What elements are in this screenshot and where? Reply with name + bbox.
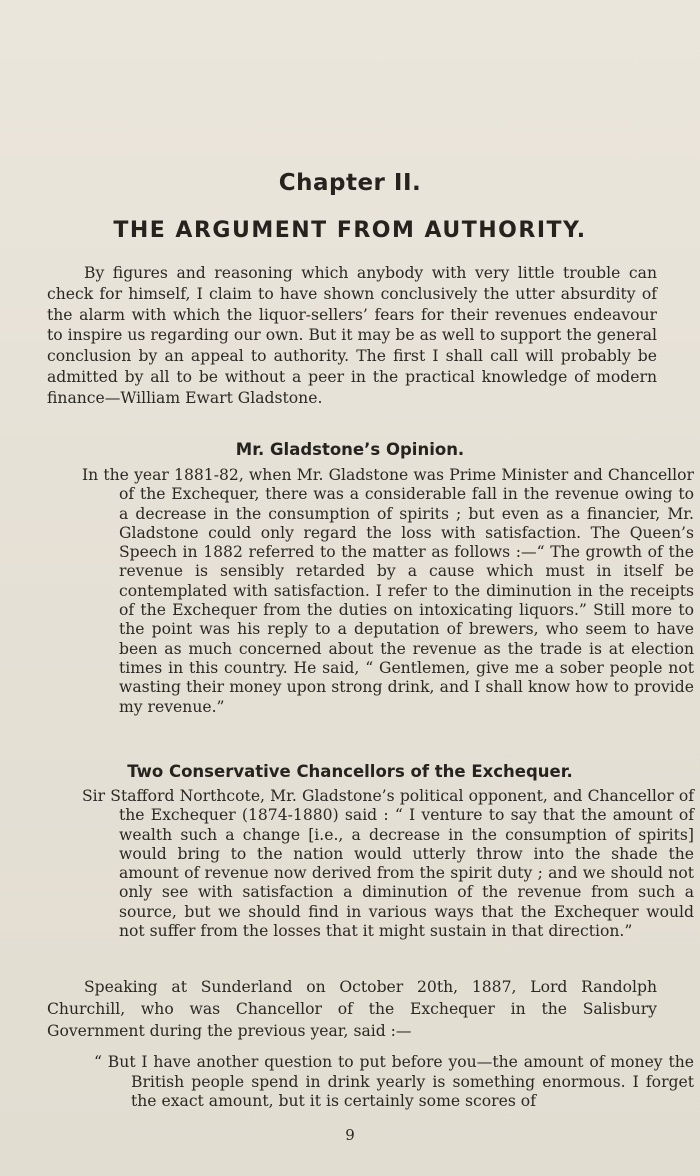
gladstone-heading: Mr. Gladstone’s Opinion. (235, 440, 465, 459)
chapter-number: Chapter II. (278, 170, 422, 196)
page-number: 9 (345, 1126, 355, 1144)
churchill-intro-paragraph: Speaking at Sunderland on October 20th, 1887, Lord Randolph Churchill, who was Chancellor of the Exchequer in the Salisbury Government during the previous year, said :— (47, 978, 657, 1040)
churchill-quote-paragraph: “ But I have another question to put before you—the amount of money the British people spend in drink yearly is something enormous. I forget the exact amount, but it is certainly some scores of (94, 1053, 694, 1110)
conservative-heading: Two Conservative Chancellors of the Exchequer. (127, 762, 573, 781)
gladstone-paragraph: In the year 1881-82, when Mr. Gladstone was Prime Minister and Chancellor of the Exchequer, there was a considerable fall in the revenue owing to a decrease in the consumption of spirits ; but even as a financier, Mr. Gladstone could only regard the loss with satisfaction. The Queen’s Speech in 1882 referred to the matter as follows :—“ The growth of the revenue is sensibly retarded by a cause which must in itself be contemplated with satisfaction. I refer to the diminution in the receipts of the Exchequer from the duties on intoxicating liquors.” Still more to the point was his reply to a deputation of brewers, who seem to have been as much concerned about the revenue as the trade is at election times in this country. He said, “ Gentlemen, give me a sober people not wasting their money upon strong drink, and I shall know how to provide my revenue.” (82, 466, 694, 716)
chapter-title: THE ARGUMENT FROM AUTHORITY. (113, 218, 587, 243)
northcote-paragraph: Sir Stafford Northcote, Mr. Gladstone’s political opponent, and Chancellor of the Exchequer (1874-1880) said : “ I venture to say that the amount of wealth such a change [i.e., a decrease in the consumption of spirits] would bring to the nation would utterly throw into the shade the amount of revenue now derived from the spirit duty ; and we should not only see with satisfaction a diminution of the revenue from such a source, but we should find in various ways that the Exchequer would not suffer from the losses that it might sustain in that direction.” (82, 787, 694, 941)
intro-paragraph: By figures and reasoning which anybody with very little trouble can check for himself, I claim to have shown conclusively the utter absurdity of the alarm with which the liquor-sellers’ fears for their revenues endeavour to inspire us regarding our own. But it may be as well to support the general conclusion by an appeal to authority. The first I shall call will probably be admitted by all to be without a peer in the practical knowledge of modern finance—William Ewart Gladstone. (47, 264, 657, 407)
